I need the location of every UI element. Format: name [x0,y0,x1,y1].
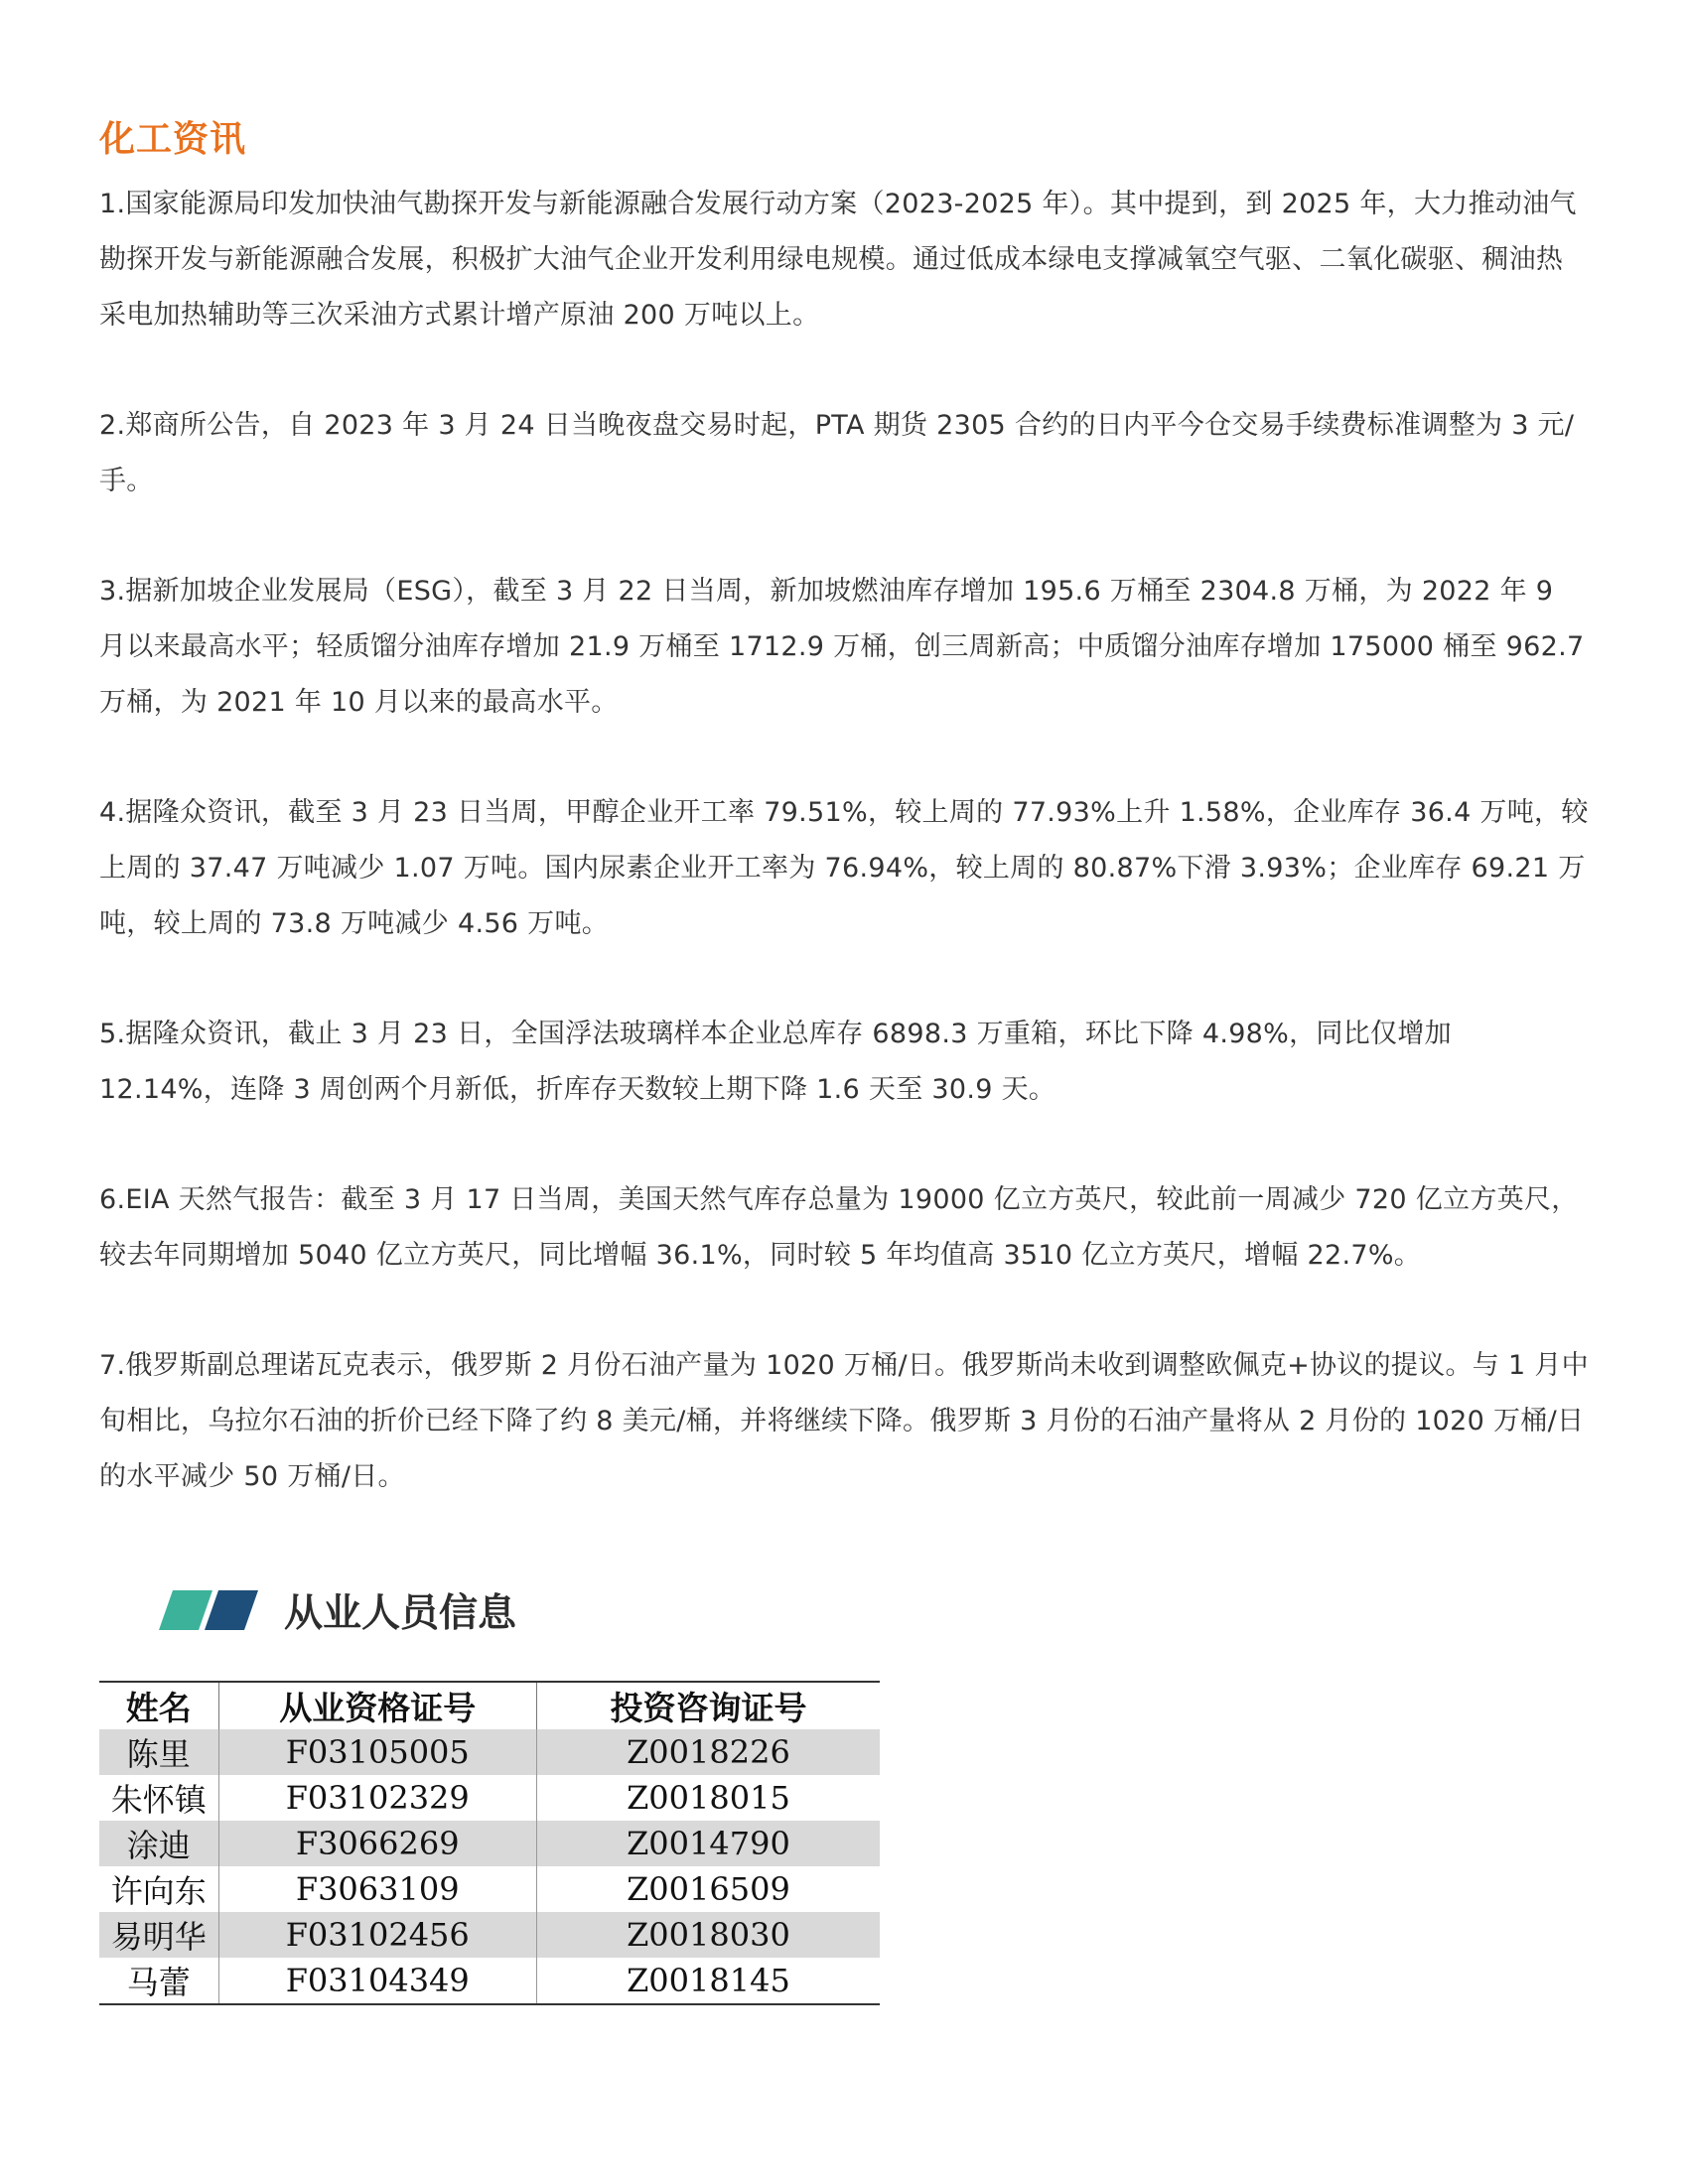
header-qualification-number: 从业资格证号 [218,1682,536,1729]
cell-qualification-number: F03102329 [218,1775,536,1821]
staff-section-title: 从业人员信息 [284,1591,517,1636]
cell-name: 马蕾 [99,1958,218,2004]
news-item-1: 1.国家能源局印发加快油气勘探开发与新能源融合发展行动方案（2023-2025 年）。其中提到，到 2025 年，大力推动油气勘探开发与新能源融合发展，积极扩大油气企业开发利用绿电规模。通过低成本绿电支撑减氧空气驱、二氧化碳驱、稠油热采电加热辅助等三次采油方式累计增产原油 200 万吨以上。 [99,189,1577,331]
section-title: 化工资讯 [99,119,247,160]
cell-consulting-number: Z0018030 [536,1912,880,1958]
table-row [99,1958,880,2004]
news-item-4: 4.据隆众资讯，截至 3 月 23 日当周，甲醇企业开工率 79.51%，较上周的 77.93%上升 1.58%，企业库存 36.4 万吨，较上周的 37.47 万吨减少 1.07 万吨。国内尿素企业开工率为 76.94%，较上周的 80.87%下滑 3.93%；企业库存 69.21 万吨，较上周的 73.8 万吨减少 4.56 万吨。 [99,797,1589,939]
cell-name: 易明华 [99,1912,218,1958]
staff-table [99,1681,880,2005]
parallelogram-logo-icon [159,1590,258,1630]
news-item-7: 7.俄罗斯副总理诺瓦克表示，俄罗斯 2 月份石油产量为 1020 万桶/日。俄罗斯尚未收到调整欧佩克+协议的提议。与 1 月中旬相比，乌拉尔石油的折价已经下降了约 8 美元/桶，并将继续下降。俄罗斯 3 月份的石油产量将从 2 月份的 1020 万桶/日的水平减少 50 万桶/日。 [99,1350,1589,1492]
header-name: 姓名 [99,1682,218,1729]
cell-qualification-number: F03102456 [218,1912,536,1958]
header-consulting-number: 投资咨询证号 [536,1682,880,1729]
cell-qualification-number: F03104349 [218,1958,536,2004]
cell-name: 许向东 [99,1866,218,1912]
news-list [99,177,1589,1560]
table-row [99,1866,880,1912]
cell-qualification-number: F3063109 [218,1866,536,1912]
cell-qualification-number: F03105005 [218,1729,536,1775]
news-item-5: 5.据隆众资讯，截止 3 月 23 日，全国浮法玻璃样本企业总库存 6898.3 万重箱，环比下降 4.98%，同比仅增加 12.14%，连降 3 周创两个月新低，折库存天数较上期下降 1.6 天至 30.9 天。 [99,1019,1452,1105]
news-item-2: 2.郑商所公告，自 2023 年 3 月 24 日当晚夜盘交易时起，PTA 期货 2305 合约的日内平今仓交易手续费标准调整为 3 元/手。 [99,410,1575,496]
news-item-3: 3.据新加坡企业发展局（ESG），截至 3 月 22 日当周，新加坡燃油库存增加 195.6 万桶至 2304.8 万桶，为 2022 年 9 月以来最高水平；轻质馏分油库存增加 21.9 万桶至 1712.9 万桶，创三周新高；中质馏分油库存增加 175000 桶至 962.7 万桶，为 2021 年 10 月以来的最高水平。 [99,576,1585,718]
table-row [99,1729,880,1775]
cell-consulting-number: Z0016509 [627,1870,790,1908]
cell-name: 涂迪 [99,1821,218,1866]
cell-consulting-number: Z0018226 [536,1729,880,1775]
cell-consulting-number: Z0014790 [536,1821,880,1866]
table-header-row [99,1682,880,1729]
news-item-6: 6.EIA 天然气报告：截至 3 月 17 日当周，美国天然气库存总量为 19000 亿立方英尺，较此前一周减少 720 亿立方英尺，较去年同期增加 5040 亿立方英尺，同比增幅 36.1%，同时较 5 年均值高 3510 亿立方英尺，增幅 22.7%。 [99,1184,1579,1271]
cell-consulting-number: Z0018015 [627,1779,790,1817]
cell-consulting-number: Z0018145 [536,1958,880,2004]
cell-name: 陈里 [99,1729,218,1775]
table-row [99,1912,880,1958]
cell-qualification-number: F3066269 [218,1821,536,1866]
table-row [99,1821,880,1866]
staff-section-header [159,1582,516,1638]
cell-name: 朱怀镇 [99,1775,218,1821]
table-row [99,1775,880,1821]
